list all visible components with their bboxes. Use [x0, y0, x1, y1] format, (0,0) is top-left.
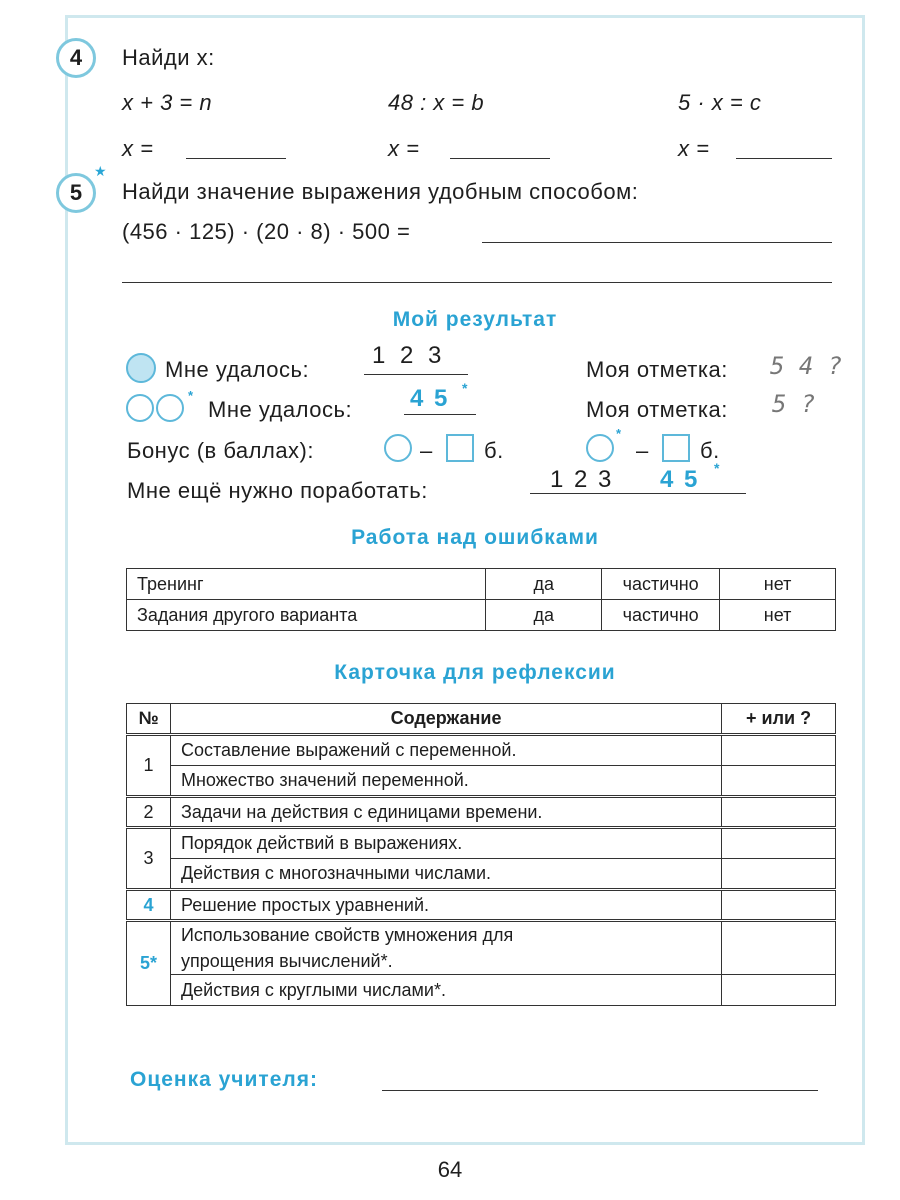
result-row2-grade-label: Моя отметка: [586, 397, 728, 422]
task4-ans1-line[interactable] [186, 158, 286, 159]
row-content: Действия с многозначными числами. [170, 859, 721, 890]
bonus-box-2[interactable] [662, 434, 690, 462]
bonus-dash-1: – [420, 438, 433, 463]
table-row [127, 766, 836, 797]
errors-heading: Работа над ошибками [351, 526, 599, 549]
circle-level1-icon [126, 353, 156, 383]
result-row2-circle-star: * [188, 388, 194, 403]
task4-eq2: 48 : x = b [388, 90, 485, 115]
errors-yes-option[interactable]: да [486, 569, 602, 600]
result-heading: Мой результат [392, 308, 558, 331]
bonus-star: * [616, 426, 622, 441]
table-row [127, 600, 836, 631]
bonus-box-1[interactable] [446, 434, 474, 462]
mark-cell[interactable] [722, 975, 836, 1006]
errors-yes-option[interactable]: да [486, 600, 602, 631]
reflection-heading: Карточка для рефлексии [334, 661, 616, 684]
task4-ans2-label: x = [388, 136, 420, 161]
work-label: Мне ещё нужно поработать: [127, 478, 428, 503]
task4-badge: 4 [56, 38, 96, 78]
bonus-circle-icon [384, 434, 412, 462]
task5-title: Найди значение выражения удобным способом: [122, 179, 639, 204]
result-row2-grade: 5 ? [772, 390, 816, 418]
circle-level2b-icon [156, 394, 184, 422]
mark-cell[interactable] [722, 797, 836, 828]
task4-ans3-line[interactable] [736, 158, 832, 159]
col-content-header: Содержание [170, 704, 721, 735]
result-row1-label: Мне удалось: [165, 357, 310, 382]
task4-title: Найди x: [122, 45, 215, 70]
row-num: 5* [127, 921, 171, 1006]
errors-partly-option[interactable]: частично [602, 600, 720, 631]
row-content [170, 921, 721, 975]
row-num: 2 [127, 797, 171, 828]
errors-no-option[interactable]: нет [720, 569, 836, 600]
row-num: 3 [127, 828, 171, 890]
table-row [127, 569, 836, 600]
row-content: Действия с круглыми числами*. [170, 975, 721, 1006]
mark-cell[interactable] [722, 921, 836, 975]
table-row [127, 735, 836, 766]
row-content: Задачи на действия с единицами времени. [170, 797, 721, 828]
task5-star-icon: ★ [94, 163, 107, 179]
result-row2-values: 4 5 [410, 385, 450, 412]
col-num-header: № [127, 704, 171, 735]
bonus-unit-1: б. [484, 438, 504, 463]
task4-ans2-line[interactable] [450, 158, 550, 159]
page-number: 64 [437, 1157, 463, 1182]
table-row [127, 797, 836, 828]
table-row [127, 890, 836, 921]
table-row [127, 828, 836, 859]
row-content-line-2: упрощения вычислений*. [180, 951, 393, 971]
result-row1-grade: 5 4 ? [770, 352, 843, 380]
row-content-line-1: Использование свойств умножения для [180, 925, 514, 945]
bonus-label: Бонус (в баллах): [127, 438, 314, 463]
mark-cell[interactable] [722, 766, 836, 797]
errors-partly-option[interactable]: частично [602, 569, 720, 600]
errors-row-name: Тренинг [127, 569, 486, 600]
work-line [530, 493, 746, 494]
teacher-line[interactable] [382, 1090, 818, 1091]
row-num: 4 [127, 890, 171, 921]
table-row [127, 859, 836, 890]
errors-no-option[interactable]: нет [720, 600, 836, 631]
result-row2-line [404, 414, 476, 415]
circle-level2a-icon [126, 394, 154, 422]
errors-table [126, 568, 836, 631]
bonus-dash-2: – [636, 438, 649, 463]
row-content: Множество значений переменной. [170, 766, 721, 797]
work-values-plain: 1 2 3 [550, 466, 614, 493]
row-content: Порядок действий в выражениях. [170, 828, 721, 859]
result-row1-values: 1 2 3 [372, 342, 446, 369]
table-row [127, 921, 836, 975]
row-num: 1 [127, 735, 171, 797]
mark-cell[interactable] [722, 859, 836, 890]
reflection-table [126, 703, 836, 1006]
errors-row-name: Задания другого варианта [127, 600, 486, 631]
mark-cell[interactable] [722, 828, 836, 859]
work-values-blue: 4 5 [660, 466, 700, 493]
task4-eq3: 5 · x = c [678, 90, 762, 115]
task4-eq1: x + 3 = n [122, 90, 213, 115]
col-mark-header: + или ? [722, 704, 836, 735]
mark-cell[interactable] [722, 735, 836, 766]
task4-ans3-label: x = [678, 136, 710, 161]
table-row [127, 975, 836, 1006]
table-row [127, 704, 836, 735]
bonus-unit-2: б. [700, 438, 720, 463]
result-row2-label: Мне удалось: [208, 397, 353, 422]
result-row2-star: * [462, 380, 468, 396]
work-star: * [714, 460, 720, 476]
result-row1-grade-label: Моя отметка: [586, 357, 728, 382]
task5-badge: 5 [56, 173, 96, 213]
task5-answer-line-2[interactable] [122, 282, 832, 283]
task5-expr: (456 · 125) · (20 · 8) · 500 = [122, 219, 411, 244]
result-row1-line [364, 374, 468, 375]
bonus-circle-star-icon [586, 434, 614, 462]
row-content: Составление выражений с переменной. [170, 735, 721, 766]
mark-cell[interactable] [722, 890, 836, 921]
row-content: Решение простых уравнений. [170, 890, 721, 921]
teacher-label: Оценка учителя: [130, 1068, 318, 1091]
task5-answer-line-1[interactable] [482, 242, 832, 243]
task4-ans1-label: x = [122, 136, 154, 161]
